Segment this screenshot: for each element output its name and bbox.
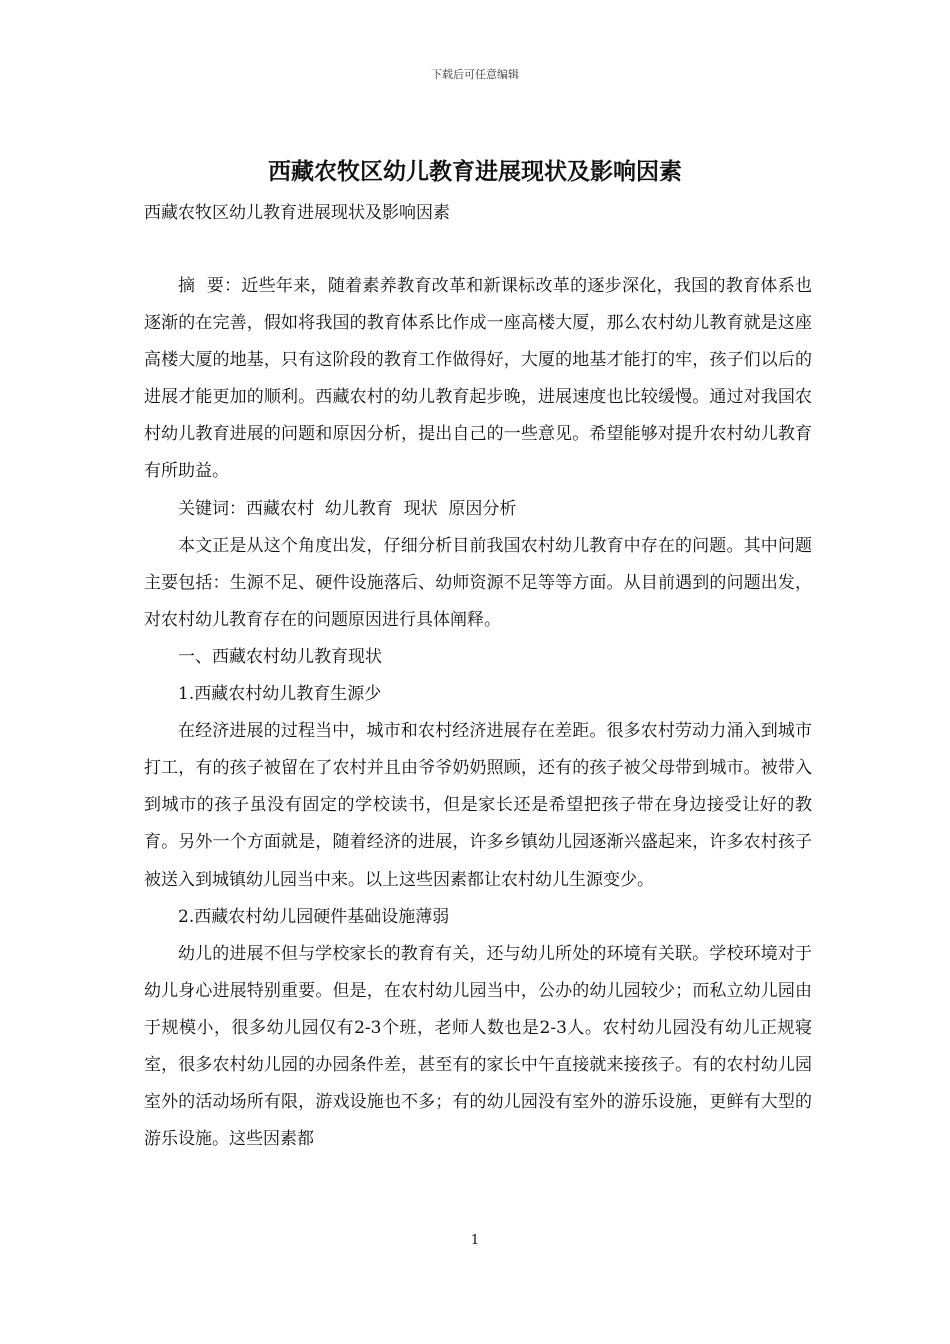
document-title: 西藏农牧区幼儿教育进展现状及影响因素 <box>268 159 682 185</box>
subsection-heading-1-1: 1.西藏农村幼儿教育生源少 <box>178 684 382 705</box>
subsection-heading-1-2: 2.西藏农村幼儿园硬件基础设施薄弱 <box>178 906 450 927</box>
body-paragraph: 幼儿的进展不但与学校家长的教育有关，还与幼儿所处的环境有关联。学校环境对于幼儿身心进展特别重要。但是，在农村幼儿园当中，公办的幼儿园较少；而私立幼儿园由于规模小，很多幼儿园仅有2-3个班，老师人数也是2-3人。农村幼儿园没有幼儿正规寝室，很多农村幼儿园的办园条件差，甚至有的家长中午直接就来接孩子。有的农村幼儿园室外的活动场所有限，游戏设施也不多；有的幼儿园没有室外的游乐设施，更鲜有大型的游乐设施。这些因素都 <box>144 943 812 1150</box>
intro-paragraph: 本文正是从这个角度出发，仔细分析目前我国农村幼儿教育中存在的问题。其中问题主要包括：生源不足、硬件设施落后、幼师资源不足等等方面。从目前遇到的问题出发，对农村幼儿教育存在的问题原因进行具体阐释。 <box>144 535 812 630</box>
body-paragraph: 在经济进展的过程当中，城市和农村经济进展存在差距。很多农村劳动力涌入到城市打工，有的孩子被留在了农村并且由爷爷奶奶照顾，还有的孩子被父母带到城市。被带入到城市的孩子虽没有固定的学校读书，但是家长还是希望把孩子带在身边接受让好的教育。另外一个方面就是，随着经济的进展，许多乡镇幼儿园逐渐兴盛起来，许多农村孩子被送入到城镇幼儿园当中来。以上这些因素都让农村幼儿生源变少。 <box>144 721 812 890</box>
section-heading-1: 一、西藏农村幼儿教育现状 <box>178 646 382 667</box>
document-subtitle: 西藏农牧区幼儿教育进展现状及影响因素 <box>144 203 450 223</box>
document-body <box>144 268 812 1158</box>
page-number: 1 <box>470 1233 480 1248</box>
page-header: 下载后可任意编辑 <box>431 68 519 81</box>
keywords-paragraph: 关键词：西藏农村 幼儿教育 现状 原因分析 <box>178 498 517 519</box>
abstract-paragraph: 摘 要：近些年来，随着素养教育改革和新课标改革的逐步深化，我国的教育体系也逐渐的在完善，假如将我国的教育体系比作成一座高楼大厦，那么农村幼儿教育就是这座高楼大厦的地基，只有这阶段的教育工作做得好，大厦的地基才能打的牢，孩子们以后的进展才能更加的顺利。西藏农村的幼儿教育起步晚，进展速度也比较缓慢。通过对我国农村幼儿教育进展的问题和原因分析，提出自己的一些意见。希望能够对提升农村幼儿教育有所助益。 <box>144 276 812 482</box>
